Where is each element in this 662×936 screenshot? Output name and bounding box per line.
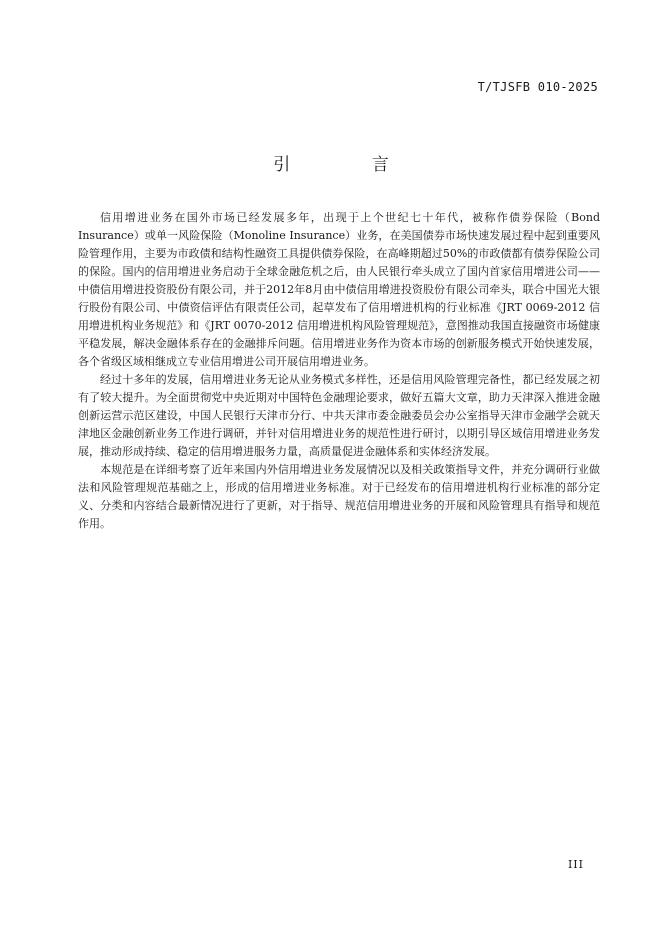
standard-code: T/TJSFB 010-2025 xyxy=(477,80,598,94)
paragraph-purpose: 本规范是在详细考察了近年来国内外信用增进业务发展情况以及相关政策指导文件，并充分调研行业做法和风险管理规范基础之上，形成的信用增进业务标准。对于已经发布的信用增进机构行业标准的部分定义、分类和内容结合最新情况进行了更新，对于指导、规范信用增进业务的开展和风险管理具有指导和规范作用。 xyxy=(78,463,600,530)
document-body xyxy=(78,209,600,533)
paragraph-development: 经过十多年的发展，信用增进业务无论从业务模式多样性，还是信用风险管理完备性，都已经发展之初有了较大提升。为全面贯彻党中央近期对中国特色金融理论要求，做好五篇大文章，助力天津深入推进金融创新运营示范区建设，中国人民银行天津市分行、中共天津市委金融委员会办公室指导天津市金融学会就天津地区金融创新业务工作进行调研，并针对信用增进业务的规范性进行研讨，以期引导区域信用增进业务发展，推动形成持续、稳定的信用增进服务力量，高质量促进金融体系和实体经济发展。 xyxy=(78,373,600,458)
paragraph-intro-background: 信用增进业务在国外市场已经发展多年，出现于上个世纪七十年代，被称作债券保险（Bond Insurance）或单一风险保险（Monoline Insurance）业务，在美国债券市场快速发展过程中起到重要风险管理作用，主要为市政债和结构性融资工具提供债券保险，在高峰期超过50%的市政债都有债券保险公司的保险。国内的信用增进业务启动于全球金融危机之后，由人民银行牵头成立了国内首家信用增进公司——中债信用增进投资股份有限公司，并于2012年8月由中债信用增进投资股份有限公司牵头，联合中国光大银行股份有限公司、中债资信评估有限责任公司，起草发布了信用增进机构的行业标准《JRT 0069-2012 信用增进机构业务规范》和《JRT 0070-2012 信用增进机构风险管理规范》，意图推动我国直接融资市场健康平稳发展，解决金融体系存在的金融排斥问题。信用增进业务作为资本市场的创新服务模式开始快速发展，各个省级区域相继成立专业信用增进公司开展信用增进业务。 xyxy=(78,211,600,368)
page-number: III xyxy=(567,858,584,871)
section-title: 引 言 xyxy=(273,155,427,175)
